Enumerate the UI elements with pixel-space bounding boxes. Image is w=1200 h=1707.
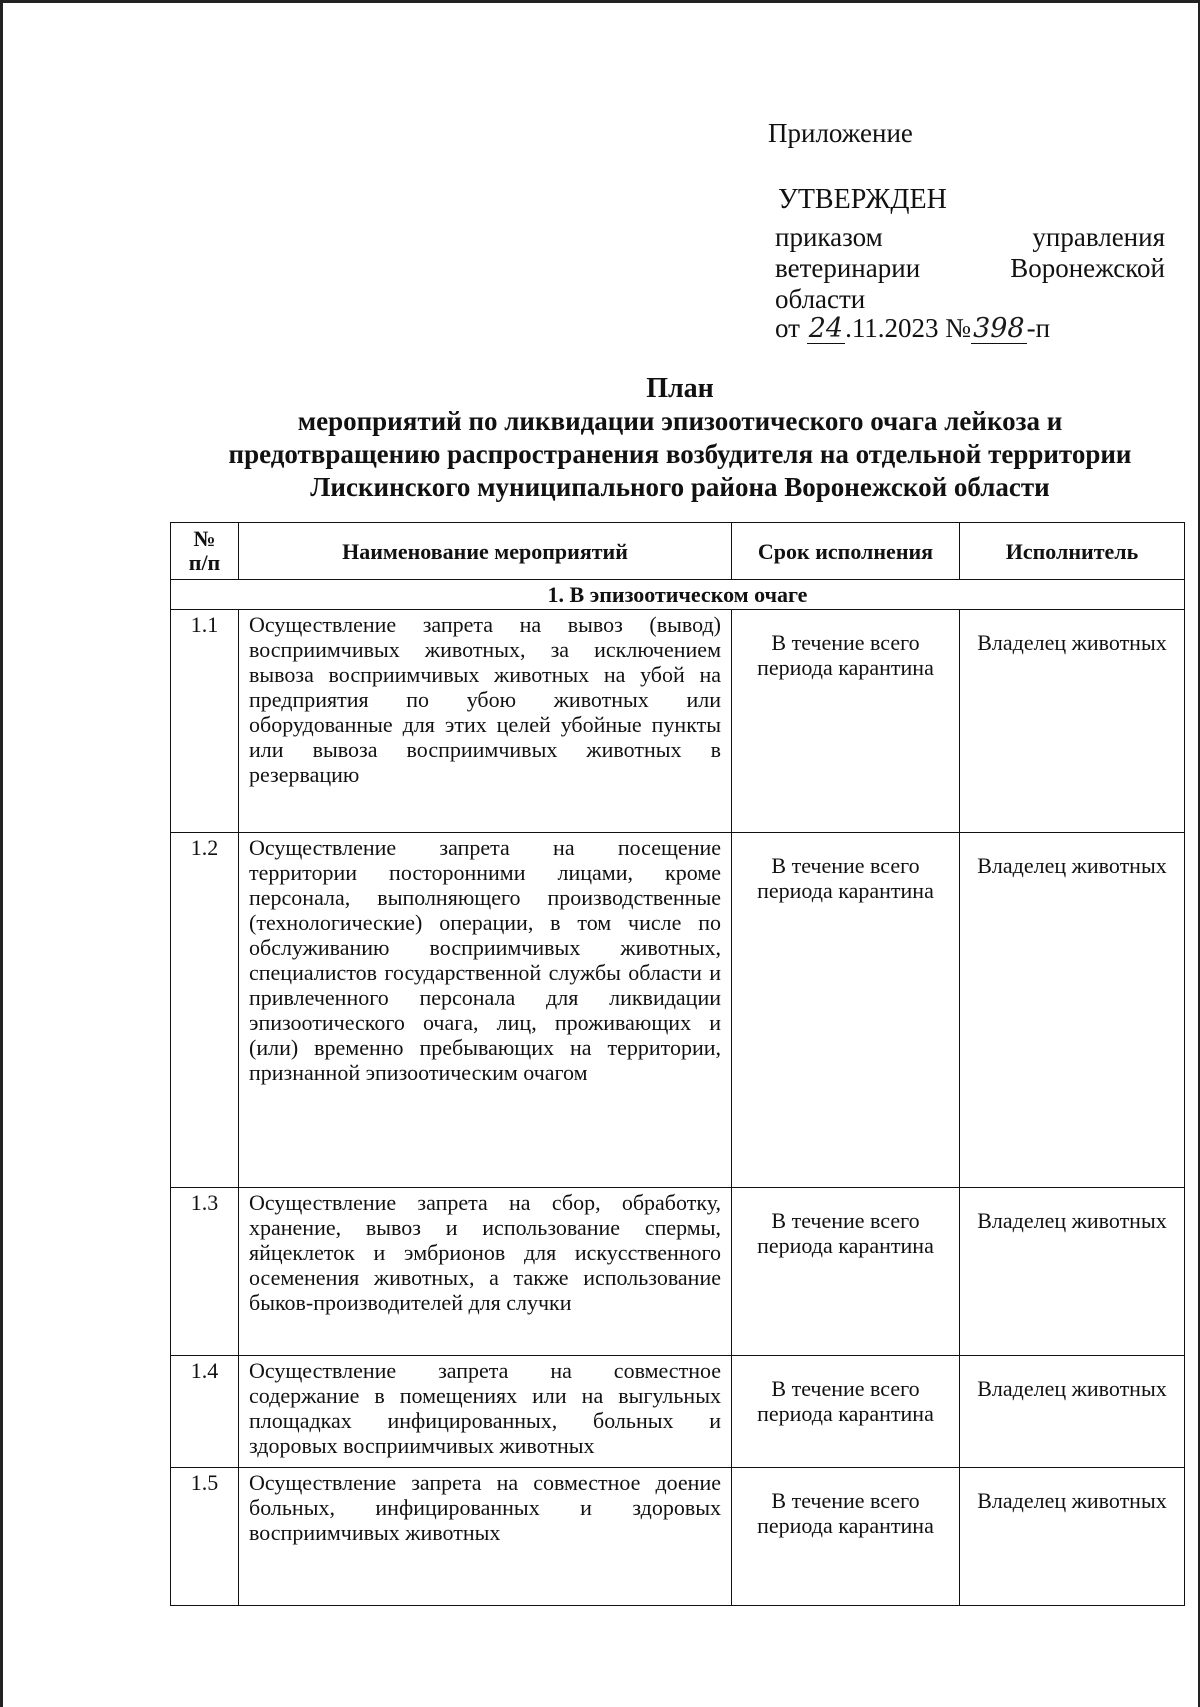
section-heading: 1. В эпизоотическом очаге xyxy=(171,580,1185,610)
date-rest: .11.2023 № xyxy=(845,313,972,343)
table-header-row xyxy=(171,523,1185,580)
handwritten-day: 24 xyxy=(808,313,844,344)
authority-line1-right: управления xyxy=(1032,222,1165,252)
authority-line2-right: Воронежской xyxy=(1010,253,1165,283)
row-term: В течение всего периода карантина xyxy=(732,833,960,1188)
authority-line2-left: ветеринарии xyxy=(775,253,921,283)
table-row xyxy=(171,610,1185,833)
title-line-4: Лискинского муниципального района Воронежской области xyxy=(310,472,1050,502)
document-title xyxy=(170,372,1190,504)
row-executor: Владелец животных xyxy=(960,833,1185,1188)
row-executor: Владелец животных xyxy=(960,1188,1185,1356)
section-row xyxy=(171,580,1185,610)
row-measure: Осуществление запрета на совместное содержание в помещениях или на выгульных площадках инфицированных, больных и здоровых восприимчивых животных xyxy=(239,1356,732,1468)
row-number: 1.5 xyxy=(171,1468,239,1606)
row-term: В течение всего периода карантина xyxy=(732,610,960,833)
table-row xyxy=(171,833,1185,1188)
row-executor: Владелец животных xyxy=(960,1356,1185,1468)
date-prefix: от xyxy=(775,313,800,343)
plan-table xyxy=(170,522,1185,1606)
header-num-symbol: № xyxy=(193,526,216,551)
header-executor: Исполнитель xyxy=(960,523,1185,580)
header-term: Срок исполнения xyxy=(732,523,960,580)
row-term: В течение всего периода карантина xyxy=(732,1356,960,1468)
row-measure: Осуществление запрета на вывоз (вывод) восприимчивых животных, за исключением вывоза восприимчивых животных на убой на предприятия по убою животных или оборудованные для этих целей убойные пункты или вывоза восприимчивых животных в резервацию xyxy=(239,610,732,833)
row-measure: Осуществление запрета на совместное доение больных, инфицированных и здоровых восприимчивых животных xyxy=(239,1468,732,1606)
row-term: В течение всего периода карантина xyxy=(732,1188,960,1356)
row-executor: Владелец животных xyxy=(960,610,1185,833)
table-row xyxy=(171,1468,1185,1606)
handwritten-order-number: 398 xyxy=(973,313,1025,344)
row-number: 1.3 xyxy=(171,1188,239,1356)
title-line-1: План xyxy=(646,373,714,404)
title-line-2: мероприятий по ликвидации эпизоотического очага лейкоза и xyxy=(297,406,1063,436)
approved-label: УТВЕРЖДЕН xyxy=(778,184,947,215)
header-num-abbr: п/п xyxy=(188,550,221,575)
row-number: 1.2 xyxy=(171,833,239,1188)
scan-border-top xyxy=(0,0,1200,3)
authority-line3: области xyxy=(775,284,866,314)
header-num xyxy=(171,523,239,580)
table-row xyxy=(171,1356,1185,1468)
row-number: 1.1 xyxy=(171,610,239,833)
order-suffix: -п xyxy=(1026,313,1051,343)
order-date-number xyxy=(775,313,1050,344)
header-name: Наименование мероприятий xyxy=(239,523,732,580)
appendix-label: Приложение xyxy=(768,118,913,148)
approval-authority xyxy=(775,222,1165,315)
authority-line1-left: приказом xyxy=(775,222,883,252)
row-number: 1.4 xyxy=(171,1356,239,1468)
row-executor: Владелец животных xyxy=(960,1468,1185,1606)
row-term: В течение всего периода карантина xyxy=(732,1468,960,1606)
title-line-3: предотвращению распространения возбудителя на отдельной территории xyxy=(228,439,1132,469)
table-row xyxy=(171,1188,1185,1356)
scan-border-left xyxy=(0,0,3,1707)
row-measure: Осуществление запрета на сбор, обработку, хранение, вывоз и использование спермы, яйцеклеток и эмбрионов для искусственного осеменения животных, а также использование быков-производителей для случки xyxy=(239,1188,732,1356)
row-measure: Осуществление запрета на посещение территории посторонними лицами, кроме персонала, выполняющего производственные (технологические) операции, в том числе по обслуживанию восприимчивых животных, специалистов государственной службы области и привлеченного персонала для ликвидации эпизоотического очага, лиц, проживающих и (или) временно пребывающих на территории, признанной эпизоотическим очагом xyxy=(239,833,732,1188)
